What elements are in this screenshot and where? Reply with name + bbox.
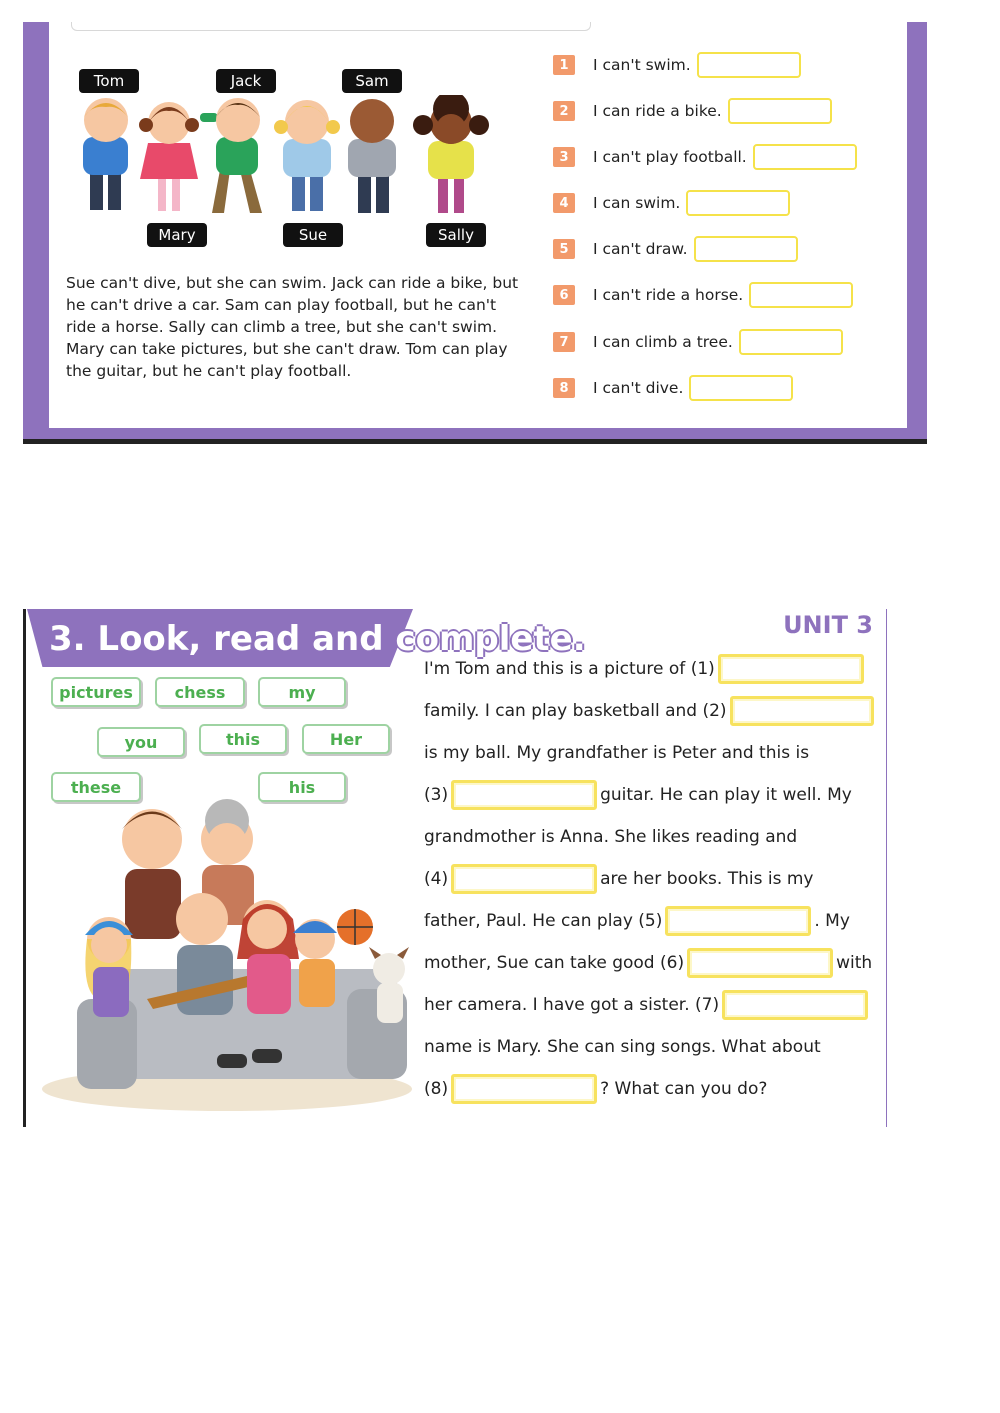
- word-chip[interactable]: these: [51, 772, 141, 802]
- word-chip[interactable]: pictures: [51, 677, 141, 707]
- kid-tom-figure: [83, 98, 128, 210]
- name-tag-jack: Jack: [216, 69, 276, 93]
- question-item: [553, 97, 832, 125]
- question-number-badge: 5: [553, 239, 575, 259]
- word-chip[interactable]: this: [199, 724, 287, 754]
- question-item: [553, 189, 790, 217]
- family-on-sofa-illustration: [37, 799, 417, 1119]
- exercise-title: 3. Look, read and complete.: [49, 619, 586, 659]
- passage-line: [424, 948, 872, 978]
- answer-box[interactable]: [753, 144, 857, 170]
- children-illustration: [78, 95, 508, 220]
- line-text: guitar. He can play it well. My: [600, 785, 852, 805]
- question-text: I can't swim.: [593, 56, 691, 74]
- answer-box[interactable]: [697, 52, 801, 78]
- word-chip[interactable]: you: [97, 727, 185, 757]
- question-number-badge: 3: [553, 147, 575, 167]
- name-tag-mary: Mary: [147, 223, 207, 247]
- question-item: [553, 328, 843, 356]
- question-number-badge: 2: [553, 101, 575, 121]
- section-left-rule: [23, 609, 26, 1127]
- line-text: name is Mary. She can sing songs. What about: [424, 1037, 821, 1057]
- unit-label: UNIT 3: [783, 611, 873, 639]
- question-number-badge: 4: [553, 193, 575, 213]
- word-chip[interactable]: chess: [155, 677, 245, 707]
- kid-sue-figure: [274, 100, 340, 211]
- passage-line: [424, 738, 809, 768]
- answer-box[interactable]: [689, 375, 793, 401]
- line-text: her camera. I have got a sister. (7): [424, 995, 720, 1015]
- purple-frame-right: [907, 22, 927, 432]
- name-tag-sally: Sally: [426, 223, 486, 247]
- reading-passage: Sue can't dive, but she can swim. Jack can ride a bike, but he can't drive a car. Sam can play football, but he can't ride a horse. Sally can climb a tree, but she can't swim. Mary can take pictures, but she can't draw. Tom can play the guitar, but he can't play football.: [66, 274, 519, 380]
- question-item: [553, 143, 857, 171]
- name-tag-tom: Tom: [79, 69, 139, 93]
- question-text: I can swim.: [593, 194, 681, 212]
- passage-line: [424, 906, 850, 936]
- line-text: (8): [424, 1079, 449, 1099]
- question-text: I can climb a tree.: [593, 333, 733, 351]
- answer-box[interactable]: [728, 98, 832, 124]
- passage-line: [424, 1032, 821, 1062]
- line-text: I'm Tom and this is a picture of (1): [424, 659, 715, 679]
- line-text: are her books. This is my: [600, 869, 814, 889]
- passage-line: [424, 654, 867, 684]
- line-text: mother, Sue can take good (6): [424, 953, 685, 973]
- blank-5-input[interactable]: [665, 906, 811, 936]
- question-text: I can't ride a horse.: [593, 286, 744, 304]
- passage-line: [424, 1074, 767, 1104]
- passage-line: [424, 990, 871, 1020]
- kid-sam-figure: [348, 99, 396, 213]
- kid-jack-figure: [200, 98, 262, 213]
- blank-3-input[interactable]: [451, 780, 597, 810]
- blank-4-input[interactable]: [451, 864, 597, 894]
- answer-box[interactable]: [749, 282, 853, 308]
- kid-mary-figure: [139, 102, 199, 211]
- line-text: with: [836, 953, 873, 973]
- kid-sally-figure: [413, 95, 489, 213]
- line-text: grandmother is Anna. She likes reading and: [424, 827, 798, 847]
- line-text: ? What can you do?: [600, 1079, 768, 1099]
- word-chip[interactable]: his: [258, 772, 346, 802]
- question-number-badge: 1: [553, 55, 575, 75]
- blank-7-input[interactable]: [722, 990, 868, 1020]
- frame-top-edge: [71, 22, 591, 31]
- name-tag-sue: Sue: [283, 223, 343, 247]
- answer-box[interactable]: [739, 329, 843, 355]
- question-number-badge: 7: [553, 332, 575, 352]
- word-chip[interactable]: Her: [302, 724, 390, 754]
- question-text: I can't dive.: [593, 379, 684, 397]
- purple-frame-bottom: [23, 428, 927, 444]
- line-text: is my ball. My grandfather is Peter and this is: [424, 743, 810, 763]
- question-text: I can't draw.: [593, 240, 688, 258]
- blank-1-input[interactable]: [718, 654, 864, 684]
- passage-line: [424, 696, 877, 726]
- passage-line: [424, 780, 852, 810]
- line-text: . My: [814, 911, 850, 931]
- passage-line: [424, 822, 797, 852]
- blank-8-input[interactable]: [451, 1074, 597, 1104]
- question-item: [553, 51, 801, 79]
- blank-2-input[interactable]: [730, 696, 874, 726]
- line-text: (3): [424, 785, 449, 805]
- question-number-badge: 8: [553, 378, 575, 398]
- purple-frame-left: [23, 22, 49, 432]
- name-tag-sam: Sam: [342, 69, 402, 93]
- line-text: (4): [424, 869, 449, 889]
- answer-box[interactable]: [694, 236, 798, 262]
- passage-line: [424, 864, 813, 894]
- question-item: [553, 374, 793, 402]
- blank-6-input[interactable]: [687, 948, 833, 978]
- line-text: family. I can play basketball and (2): [424, 701, 727, 721]
- exercise-cloze-section: [23, 609, 887, 1127]
- word-chip[interactable]: my: [258, 677, 346, 707]
- question-item: [553, 235, 798, 263]
- answer-box[interactable]: [686, 190, 790, 216]
- question-text: I can ride a bike.: [593, 102, 722, 120]
- question-number-badge: 6: [553, 285, 575, 305]
- line-text: father, Paul. He can play (5): [424, 911, 663, 931]
- section-right-rule: [886, 609, 887, 1127]
- question-item: [553, 281, 853, 309]
- question-text: I can't play football.: [593, 148, 747, 166]
